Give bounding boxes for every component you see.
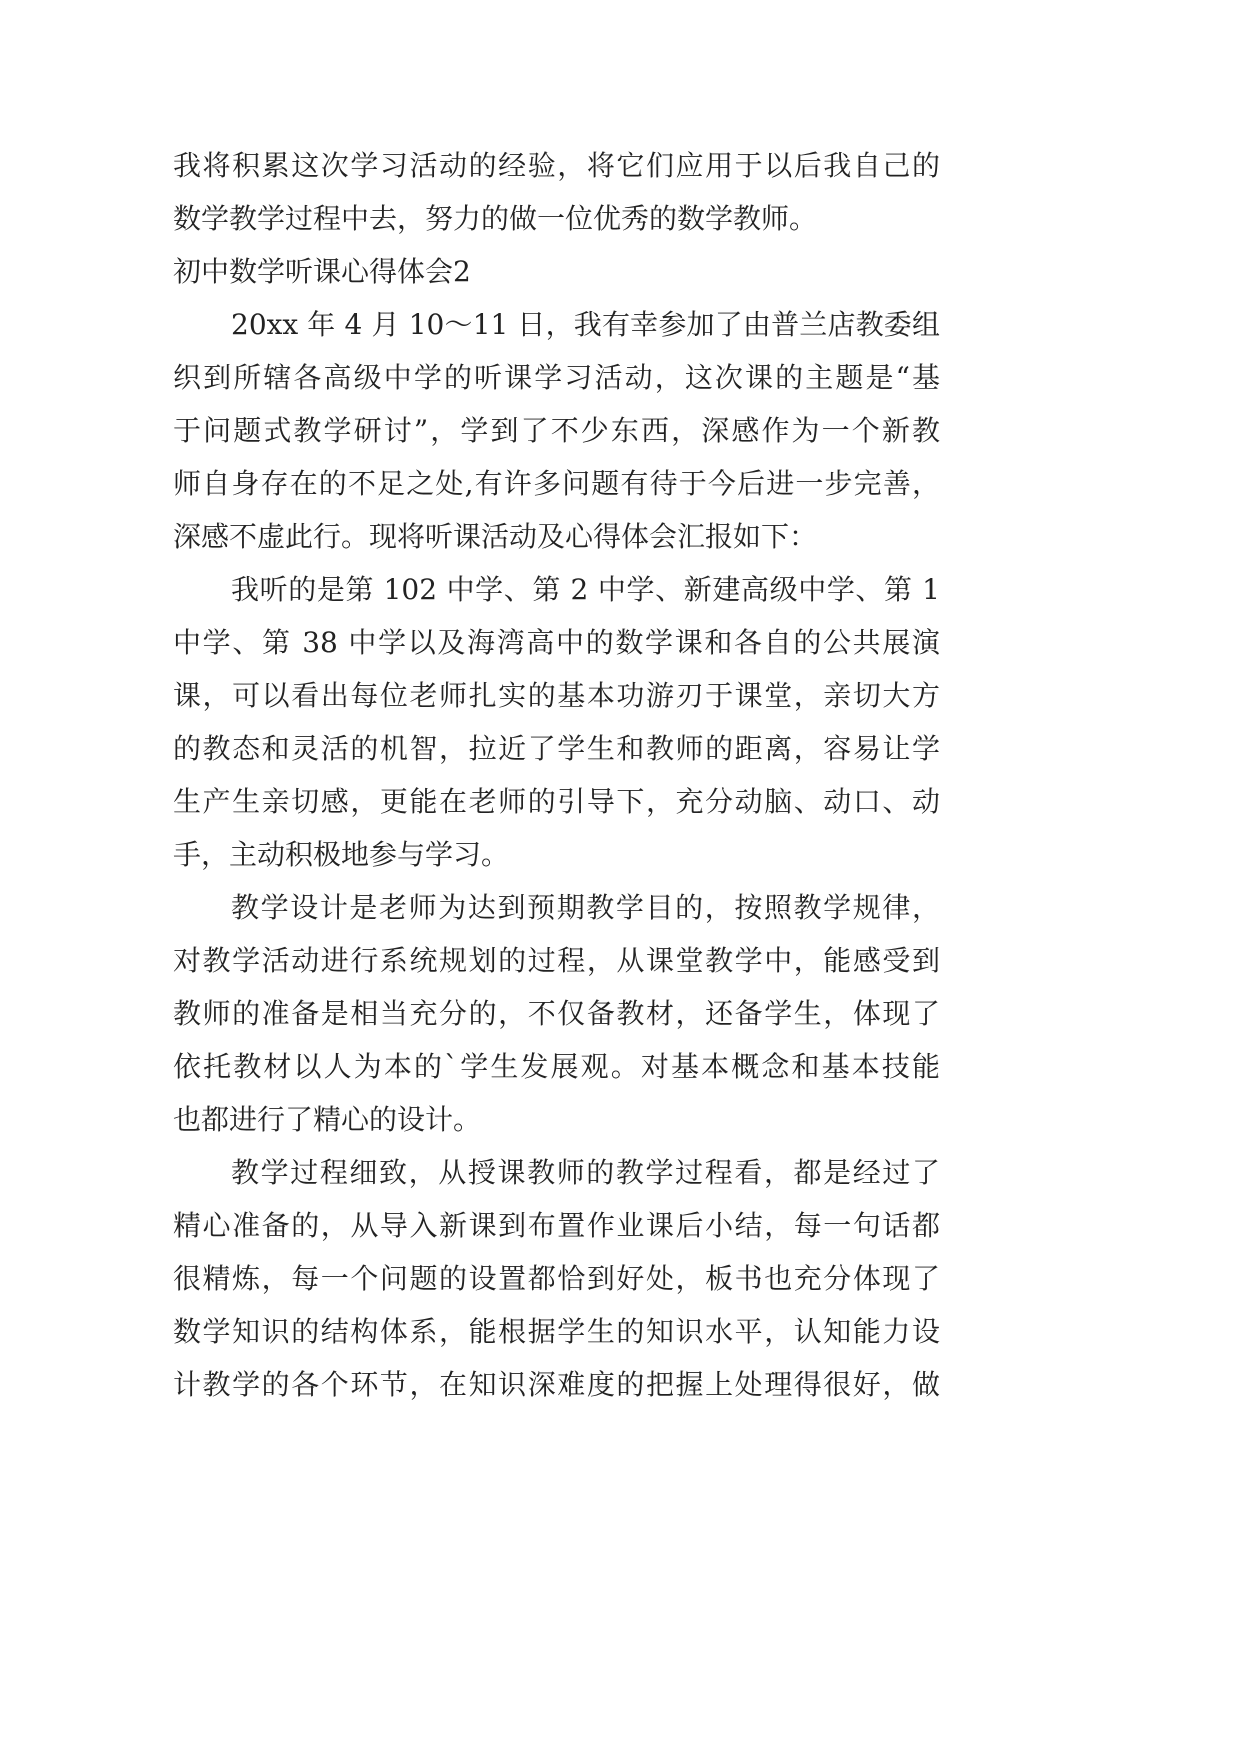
text-line: 我听的是第 102 中学、第 2 中学、新建高级中学、第 1 — [231, 573, 940, 606]
text-line: 中学、第 38 中学以及海湾高中的数学课和各自的公共展演 — [173, 626, 940, 659]
text-line: 生产生亲切感，更能在老师的引导下，充分动脑、动口、动 — [173, 785, 940, 818]
text-line: 手，主动积极地参与学习。 — [173, 838, 510, 871]
text-line: 对教学活动进行系统规划的过程，从课堂教学中，能感受到 — [173, 944, 940, 977]
text-line: 依托教材以人为本的`学生发展观。对基本概念和基本技能 — [173, 1050, 940, 1083]
text-line: 数学教学过程中去，努力的做一位优秀的数学教师。 — [173, 202, 818, 235]
document-body — [173, 139, 940, 1411]
text-line: 计教学的各个环节，在知识深难度的把握上处理得很好，做 — [173, 1368, 940, 1401]
text-line: 很精炼，每一个问题的设置都恰到好处，板书也充分体现了 — [173, 1262, 940, 1295]
text-line: 于问题式教学研讨”，学到了不少东西，深感作为一个新教 — [173, 414, 940, 447]
text-line: 织到所辖各高级中学的听课学习活动，这次课的主题是“基 — [173, 361, 940, 394]
text-line: 的教态和灵活的机智，拉近了学生和教师的距离，容易让学 — [173, 732, 940, 765]
text-line: 数学知识的结构体系，能根据学生的知识水平，认知能力设 — [173, 1315, 940, 1348]
text-line: 精心准备的，从导入新课到布置作业课后小结，每一句话都 — [173, 1209, 940, 1242]
paragraph-4 — [173, 1146, 940, 1411]
text-line: 教学过程细致，从授课教师的教学过程看，都是经过了 — [231, 1156, 940, 1189]
text-line: 也都进行了精心的设计。 — [173, 1103, 482, 1136]
text-line: 我将积累这次学习活动的经验，将它们应用于以后我自己的 — [173, 149, 940, 182]
text-line: 20xx 年 4 月 10～11 日，我有幸参加了由普兰店教委组 — [231, 308, 940, 341]
text-line: 教学设计是老师为达到预期教学目的，按照教学规律， — [231, 891, 940, 924]
text-line: 教师的准备是相当充分的，不仅备教材，还备学生，体现了 — [173, 997, 940, 1030]
paragraph-3 — [173, 881, 940, 1146]
section-heading: 初中数学听课心得体会2 — [173, 255, 471, 288]
text-line: 师自身存在的不足之处,有许多问题有待于今后进一步完善， — [173, 467, 940, 500]
text-line: 课，可以看出每位老师扎实的基本功游刃于课堂，亲切大方 — [173, 679, 940, 712]
intro-paragraph — [173, 139, 940, 245]
paragraph-1 — [173, 298, 940, 563]
paragraph-2 — [173, 563, 940, 881]
text-line: 深感不虚此行。现将听课活动及心得体会汇报如下： — [173, 520, 818, 553]
